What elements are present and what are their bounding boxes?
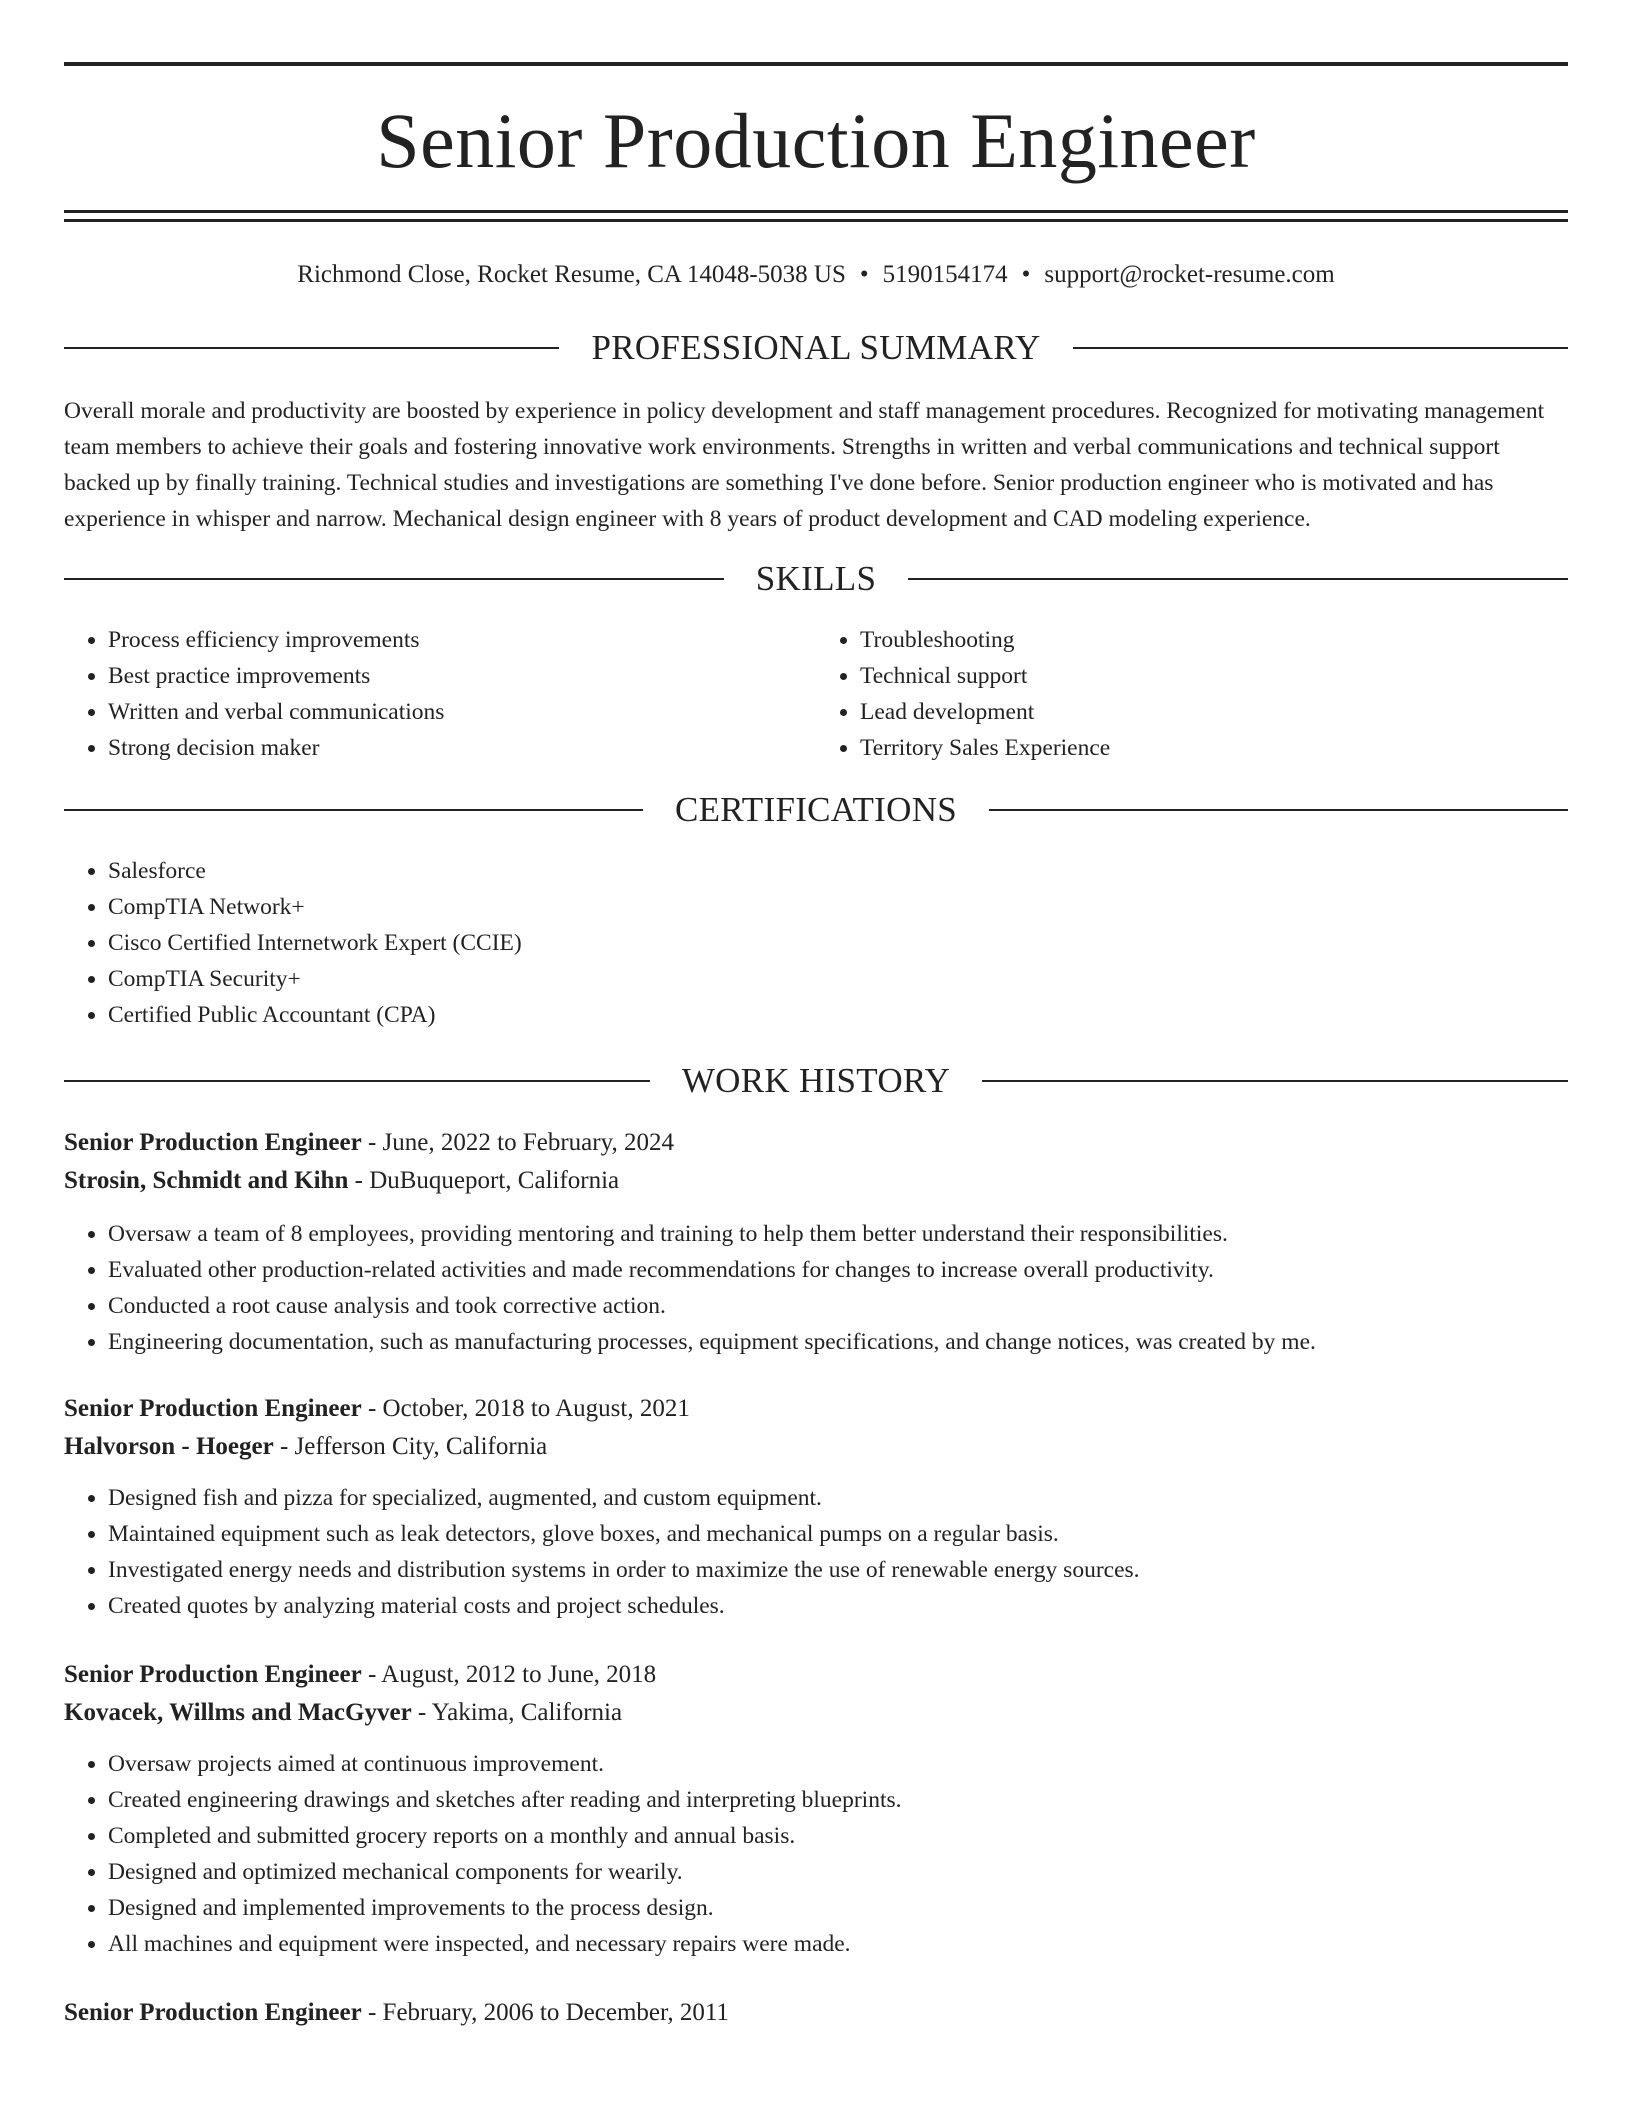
job-bullet: • All machines and equipment were inspected, and necessary repairs were made. (108, 1926, 1568, 1962)
job-bullet: • Created engineering drawings and sketches after reading and interpreting blueprints. (108, 1782, 1568, 1818)
certification-item: • Salesforce (108, 853, 1568, 889)
job-dates: June, 2022 to February, 2024 (382, 1129, 674, 1156)
job-title-line: Senior Production Engineer - February, 2006 to December, 2011 (64, 1999, 729, 2026)
job-entry (64, 1994, 1568, 2032)
header-top-rule (64, 62, 1568, 66)
skill-item: • Strong decision maker (108, 730, 816, 766)
skill-item: • Best practice improvements (108, 658, 816, 694)
resume-title: Senior Production Engineer (376, 97, 1256, 184)
job-location: DuBuqueport, California (369, 1167, 620, 1194)
job-dates: August, 2012 to June, 2018 (381, 1661, 657, 1688)
resume-header (64, 0, 1568, 292)
contact-line (64, 258, 1568, 292)
contact-email: support@rocket-resume.com (1044, 261, 1335, 288)
job-bullet: • Oversaw projects aimed at continuous improvement. (108, 1746, 1568, 1782)
skill-item: • Process efficiency improvements (108, 622, 816, 658)
job-company-line: Halvorson - Hoeger - Jefferson City, California (64, 1433, 548, 1460)
header-double-rule (64, 210, 1568, 222)
job-company: Strosin, Schmidt and Kihn (64, 1167, 349, 1194)
job-title-line: Senior Production Engineer - August, 2012 to June, 2018 (64, 1661, 657, 1688)
job-bullet: • Designed and implemented improvements to the process design. (108, 1890, 1568, 1926)
job-company-line: Strosin, Schmidt and Kihn - DuBuqueport, California (64, 1167, 620, 1194)
job-company: Halvorson - Hoeger (64, 1433, 274, 1460)
job-bullet: • Engineering documentation, such as manufacturing processes, equipment specifications, and change notices, was created by me. (108, 1324, 1568, 1360)
job-bullet: • Maintained equipment such as leak detectors, glove boxes, and mechanical pumps on a regular basis. (108, 1516, 1568, 1552)
skill-item: • Technical support (860, 658, 1568, 694)
job-bullets (64, 1746, 1568, 1962)
skills-heading (64, 561, 1568, 596)
certifications-list (64, 853, 1568, 1033)
job-location: Yakima, California (431, 1699, 623, 1726)
job-bullet: • Evaluated other production-related activities and made recommendations for changes to increase overall productivity. (108, 1252, 1568, 1288)
certification-item: • Certified Public Accountant (CPA) (108, 997, 1568, 1033)
contact-separator: • (1021, 261, 1031, 288)
skill-item: • Lead development (860, 694, 1568, 730)
contact-phone: 5190154174 (882, 261, 1008, 288)
job-entry (64, 1390, 1568, 1624)
job-company: Kovacek, Willms and MacGyver (64, 1699, 412, 1726)
job-dates: February, 2006 to December, 2011 (382, 1999, 729, 2026)
certification-item: • CompTIA Security+ (108, 961, 1568, 997)
contact-address: Richmond Close, Rocket Resume, CA 14048-5038 US (297, 261, 846, 288)
summary-heading (64, 330, 1568, 365)
job-bullet: • Oversaw a team of 8 employees, providing mentoring and training to help them better understand their responsibilities. (108, 1216, 1568, 1252)
job-bullet: • Created quotes by analyzing material costs and project schedules. (108, 1588, 1568, 1624)
skill-item: • Troubleshooting (860, 622, 1568, 658)
skill-item: • Territory Sales Experience (860, 730, 1568, 766)
skill-item: • Written and verbal communications (108, 694, 816, 730)
skills-list (64, 622, 1568, 766)
job-bullets (64, 1480, 1568, 1624)
job-company-line: Kovacek, Willms and MacGyver - Yakima, California (64, 1699, 623, 1726)
skills-column-left (64, 622, 816, 766)
job-bullet: • Completed and submitted grocery reports on a monthly and annual basis. (108, 1818, 1568, 1854)
summary-heading-text: PROFESSIONAL SUMMARY (591, 328, 1041, 367)
job-bullet: • Investigated energy needs and distribution systems in order to maximize the use of renewable energy sources. (108, 1552, 1568, 1588)
certification-item: • CompTIA Network+ (108, 889, 1568, 925)
job-dates: October, 2018 to August, 2021 (382, 1395, 690, 1422)
job-entry (64, 1656, 1568, 1962)
job-title: Senior Production Engineer (64, 1395, 362, 1422)
work-history-heading (64, 1063, 1568, 1098)
job-bullet: • Designed and optimized mechanical components for wearily. (108, 1854, 1568, 1890)
job-bullets (64, 1216, 1568, 1360)
summary-text: Overall morale and productivity are boosted by experience in policy development and staff management procedures. Recognized for motivating management team members to achieve their goals and fostering innovative work environments. Strengths in written and verbal communications and technical support backed up by finally training. Technical studies and investigations are something I've done before. Senior production engineer who is motivated and has experience in whisper and narrow. Mechanical design engineer with 8 years of product development and CAD modeling experience. (64, 398, 1545, 532)
skills-column-right (816, 622, 1568, 766)
job-title: Senior Production Engineer (64, 1129, 362, 1156)
job-entry (64, 1124, 1568, 1360)
skills-heading-text: SKILLS (755, 559, 877, 598)
job-title: Senior Production Engineer (64, 1999, 362, 2026)
contact-separator: • (859, 261, 869, 288)
certifications-heading (64, 792, 1568, 827)
job-title-line: Senior Production Engineer - June, 2022 to February, 2024 (64, 1129, 674, 1156)
job-bullet: • Designed fish and pizza for specialized, augmented, and custom equipment. (108, 1480, 1568, 1516)
certifications-heading-text: CERTIFICATIONS (674, 790, 958, 829)
job-location: Jefferson City, California (294, 1433, 548, 1460)
job-bullet: • Conducted a root cause analysis and took corrective action. (108, 1288, 1568, 1324)
job-title-line: Senior Production Engineer - October, 2018 to August, 2021 (64, 1395, 690, 1422)
job-title: Senior Production Engineer (64, 1661, 362, 1688)
work-history-heading-text: WORK HISTORY (681, 1061, 951, 1100)
certification-item: • Cisco Certified Internetwork Expert (CCIE) (108, 925, 1568, 961)
